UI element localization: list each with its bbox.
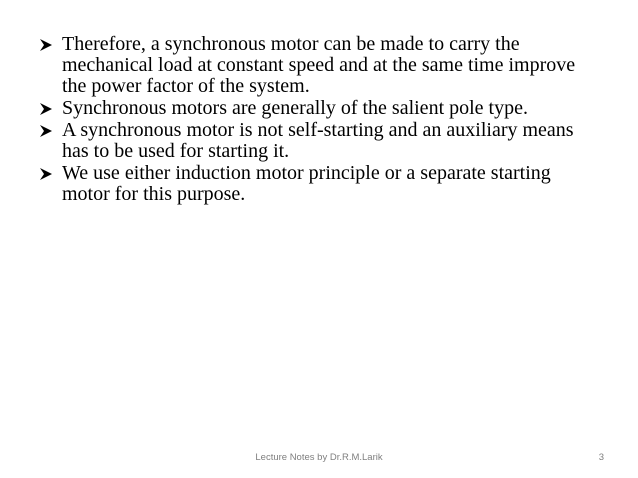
bullet-text: A synchronous motor is not self-starting and an auxiliary means has to be used for starting it. [62, 119, 574, 162]
bullet-item [38, 163, 598, 205]
arrowhead-bullet-icon [38, 163, 56, 184]
bullet-list [38, 34, 598, 206]
bullet-text: Synchronous motors are generally of the salient pole type. [62, 97, 528, 119]
footer-text: Lecture Notes by Dr.R.M.Larik [255, 452, 383, 463]
bullet-item [38, 34, 598, 97]
bullet-item [38, 98, 598, 119]
bullet-item [38, 120, 598, 162]
arrowhead-bullet-icon [38, 120, 56, 141]
page-number: 3 [598, 452, 604, 463]
arrowhead-bullet-icon [38, 34, 56, 55]
bullet-text: We use either induction motor principle or a separate starting motor for this purpose. [62, 162, 551, 205]
bullet-text: Therefore, a synchronous motor can be made to carry the mechanical load at constant speed and at the same time improve the power factor of the system. [62, 33, 576, 97]
arrowhead-bullet-icon [38, 98, 56, 119]
